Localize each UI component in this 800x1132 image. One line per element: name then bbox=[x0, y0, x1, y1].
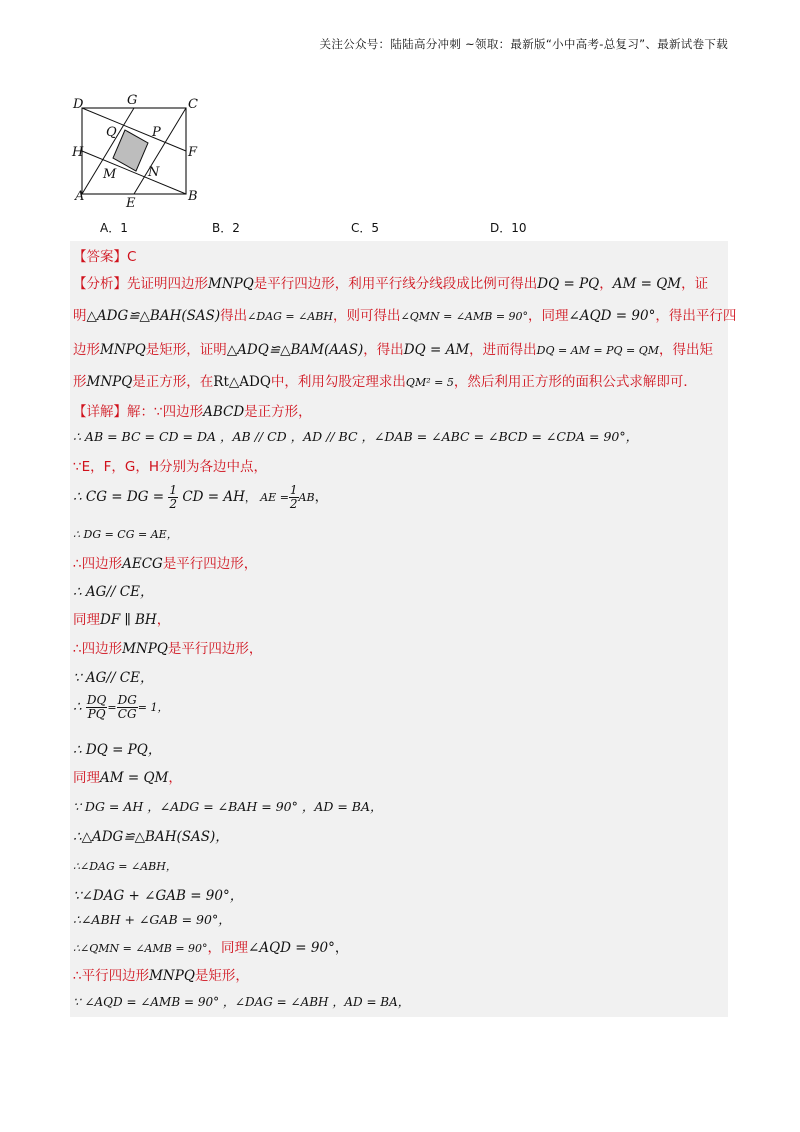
text: 是平行四边形，利用平行线分线段成比例可得出 bbox=[253, 276, 538, 292]
label-C: C bbox=[188, 97, 198, 112]
label-P: P bbox=[152, 125, 161, 140]
text: ，同理 bbox=[528, 308, 569, 324]
text: ， bbox=[156, 612, 171, 628]
text: ，则可得出 bbox=[332, 308, 401, 324]
math: ∠AQD = 90° bbox=[248, 940, 335, 956]
text: 形 bbox=[73, 374, 87, 390]
text: ，然后利用正方形的面积公式求解即可． bbox=[453, 374, 697, 390]
text: ，得出平行四 bbox=[655, 308, 737, 324]
math: ∴ CG = DG = bbox=[73, 489, 165, 505]
text: ∴四边形 bbox=[73, 641, 123, 657]
denominator: 2 bbox=[169, 497, 178, 511]
choice-a: A．1 bbox=[100, 221, 128, 235]
choice-b: B．2 bbox=[212, 221, 240, 235]
text: 先证明四边形 bbox=[127, 276, 208, 292]
text: ，同理 bbox=[207, 940, 249, 956]
page-header: 关注公众号：陆陆高分冲刺 ~领取：最新版“小中高考-总复习”、最新试卷下载 bbox=[319, 37, 728, 51]
math: CD = AH bbox=[182, 489, 245, 505]
math: AM = QM bbox=[100, 770, 169, 786]
text: ， bbox=[168, 770, 182, 786]
math: ∠QMN = ∠AMB = 90° bbox=[400, 310, 529, 323]
text: ， bbox=[599, 276, 613, 292]
label-M: M bbox=[103, 167, 117, 182]
numerator: DQ bbox=[86, 693, 107, 707]
math: ∴ bbox=[73, 699, 82, 715]
math: MNPQ bbox=[86, 374, 133, 390]
math: DQ = AM = PQ = QM bbox=[536, 344, 660, 357]
math: DQ = PQ bbox=[537, 276, 600, 292]
detail-line-1 bbox=[73, 400, 312, 420]
detail-line-8 bbox=[73, 608, 170, 628]
label-E: E bbox=[126, 196, 136, 211]
label-H: H bbox=[72, 145, 84, 160]
text: ，得出 bbox=[363, 342, 404, 358]
text: 是矩形，证明 bbox=[145, 342, 227, 358]
analysis-line-2 bbox=[73, 304, 736, 324]
math: MNPQ bbox=[149, 968, 195, 984]
text: ， bbox=[244, 491, 256, 504]
fraction-half bbox=[168, 484, 178, 511]
text: ∴平行四边形 bbox=[73, 968, 150, 984]
detail-line-17: ∵∠DAG + ∠GAB = 90°， bbox=[73, 888, 244, 904]
label-Q: Q bbox=[106, 125, 117, 140]
answer-choices bbox=[100, 219, 620, 237]
detail-line-10: ∵ AG// CE， bbox=[73, 670, 154, 686]
math: ∠DAG = ∠ABH bbox=[247, 310, 333, 323]
text: 是正方形， bbox=[244, 404, 312, 420]
denominator: 2 bbox=[289, 497, 298, 511]
detail-line-13 bbox=[73, 766, 182, 786]
text: ，进而得出 bbox=[469, 342, 537, 358]
fraction-half bbox=[289, 484, 299, 511]
text: 解：∵四边形 bbox=[127, 404, 204, 420]
detail-tag: 【详解】 bbox=[73, 404, 127, 420]
numerator: 1 bbox=[289, 483, 298, 497]
math: ABCD bbox=[203, 404, 245, 420]
text: 同理 bbox=[73, 612, 100, 628]
detail-line-16: ∴∠DAG = ∠ABH， bbox=[73, 860, 177, 873]
answer-tag: 【答案】 bbox=[73, 249, 127, 265]
math: Rt△ADQ bbox=[213, 374, 271, 390]
detail-line-21: ∵ ∠AQD = ∠AMB = 90° ，∠DAG = ∠ABH ，AD = BA， bbox=[73, 995, 410, 1009]
text: 同理 bbox=[73, 770, 100, 786]
text: 得出 bbox=[220, 308, 248, 324]
detail-line-14: ∵ DG = AH ，∠ADG = ∠BAH = 90° ，AD = BA， bbox=[73, 799, 383, 814]
math: AB bbox=[298, 491, 315, 504]
detail-line-19 bbox=[73, 936, 348, 956]
text: 中，利用勾股定理求出 bbox=[270, 374, 406, 390]
math: AE = bbox=[260, 491, 289, 504]
detail-line-9 bbox=[73, 637, 262, 657]
choice-d: D．10 bbox=[490, 221, 527, 235]
numerator: DG bbox=[117, 693, 137, 707]
detail-line-11 bbox=[73, 694, 169, 721]
text: ，得出矩 bbox=[659, 342, 714, 358]
text: ， bbox=[314, 489, 329, 505]
math: DQ = AM bbox=[403, 342, 470, 358]
fraction-dg-cg bbox=[117, 694, 138, 721]
fraction-dq-pq bbox=[86, 694, 107, 721]
answer-value: C bbox=[127, 249, 137, 265]
math: ∠AQD = 90° bbox=[568, 308, 656, 324]
text: ，证 bbox=[681, 276, 709, 292]
detail-line-5: ∴ DG = CG = AE， bbox=[73, 528, 178, 541]
math: AM = QM bbox=[612, 276, 682, 292]
text: 边形 bbox=[73, 342, 100, 358]
detail-line-18: ∴∠ABH + ∠GAB = 90°， bbox=[73, 912, 231, 927]
text: 是矩形， bbox=[194, 968, 249, 984]
detail-line-12: ∴ DQ = PQ， bbox=[73, 742, 162, 758]
math: = 1， bbox=[137, 701, 169, 714]
detail-line-6 bbox=[73, 552, 257, 572]
numerator: 1 bbox=[169, 483, 178, 497]
math: DF ∥ BH bbox=[100, 612, 157, 628]
denominator: CG bbox=[117, 707, 137, 721]
math: QM² = 5 bbox=[405, 376, 454, 389]
detail-line-2: ∴ AB = BC = CD = DA ，AB // CD ，AD // BC ，∠DAB = ∠ABC = ∠BCD = ∠CDA = 90°， bbox=[73, 429, 639, 444]
label-G: G bbox=[127, 94, 138, 108]
label-B: B bbox=[188, 189, 198, 204]
text: 明 bbox=[73, 308, 87, 324]
denominator: PQ bbox=[87, 707, 106, 721]
detail-line-15: ∴△ADG≌△BAH(SAS)， bbox=[73, 829, 229, 845]
choice-c: C．5 bbox=[351, 221, 380, 235]
answer-line bbox=[73, 245, 136, 265]
label-N: N bbox=[148, 165, 160, 180]
math: = bbox=[107, 701, 117, 714]
detail-line-3: ∵E，F，G，H分别为各边中点， bbox=[73, 459, 267, 475]
label-D: D bbox=[73, 97, 84, 112]
math: ∴∠QMN = ∠AMB = 90° bbox=[73, 942, 208, 955]
math: AECG bbox=[122, 556, 163, 572]
detail-line-4 bbox=[73, 484, 328, 511]
detail-line-20 bbox=[73, 964, 249, 984]
analysis-line-4 bbox=[73, 370, 697, 390]
solution-panel bbox=[70, 241, 737, 1017]
text: 是平行四边形， bbox=[167, 641, 263, 657]
label-A: A bbox=[75, 189, 85, 204]
analysis-tag: 【分析】 bbox=[73, 276, 127, 292]
label-F: F bbox=[188, 145, 198, 160]
text: ∴四边形 bbox=[73, 556, 123, 572]
analysis-line-3 bbox=[73, 338, 713, 358]
math: △ADG≌△BAH(SAS) bbox=[86, 308, 221, 324]
text: ， bbox=[334, 940, 349, 956]
math: MNPQ bbox=[100, 342, 146, 358]
math: △ADQ≌△BAM(AAS) bbox=[226, 342, 364, 358]
text: 是正方形，在 bbox=[132, 374, 214, 390]
math: MNPQ bbox=[208, 276, 254, 292]
detail-line-7: ∴ AG// CE， bbox=[73, 584, 154, 600]
math: MNPQ bbox=[122, 641, 168, 657]
square-figure bbox=[70, 94, 200, 216]
text: 是平行四边形， bbox=[162, 556, 258, 572]
analysis-line-1 bbox=[73, 272, 708, 292]
